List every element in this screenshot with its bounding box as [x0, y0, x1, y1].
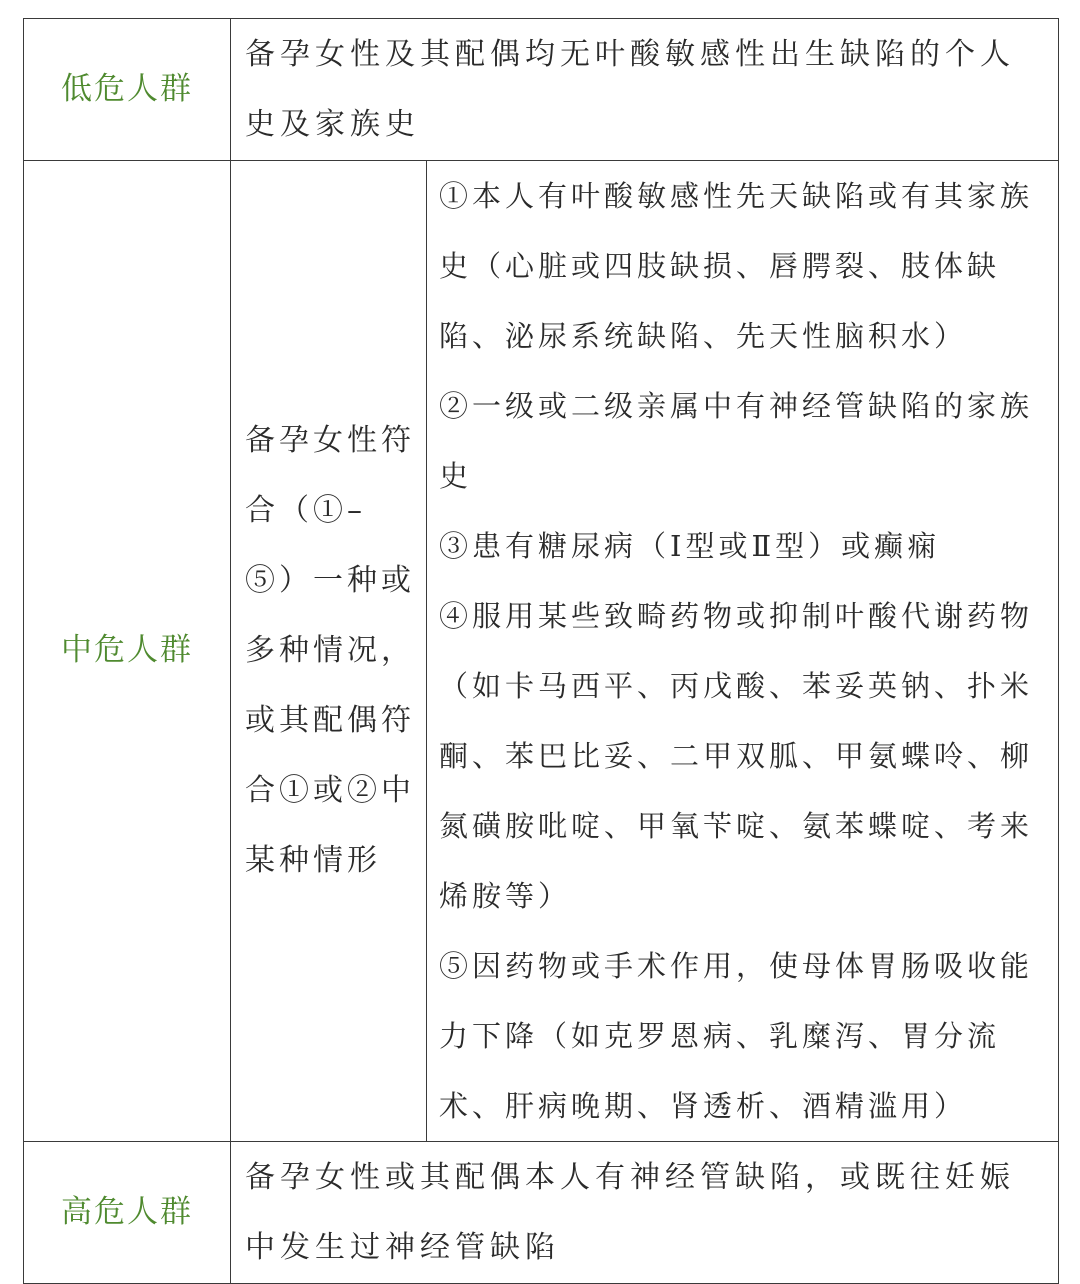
high-risk-group-label: 高危人群	[24, 1142, 231, 1284]
high-risk-description: 备孕女性或其配偶本人有神经管缺陷，或既往妊娠中发生过神经管缺陷	[231, 1142, 1059, 1284]
mid-risk-group-label: 中危人群	[24, 161, 231, 1142]
folic-acid-risk-table	[23, 18, 1059, 1284]
low-risk-group-label: 低危人群	[24, 19, 231, 161]
low-risk-description: 备孕女性及其配偶均无叶酸敏感性出生缺陷的个人史及家族史	[231, 19, 1059, 161]
mid-risk-condition-5: ⑤因药物或手术作用，使母体胃肠吸收能力下降（如克罗恩病、乳糜泻、胃分流术、肝病晚期、肾透析、酒精滥用）	[439, 949, 1034, 1123]
mid-risk-summary: 备孕女性符合（①–⑤）一种或多种情况，或其配偶符合①或②中某种情形	[231, 161, 427, 1142]
mid-risk-conditions	[427, 161, 1059, 1142]
low-risk-row	[24, 19, 1059, 161]
mid-risk-condition-2: ②一级或二级亲属中有神经管缺陷的家族史	[439, 389, 1034, 493]
mid-risk-condition-4: ④服用某些致畸药物或抑制叶酸代谢药物（如卡马西平、丙戊酸、苯妥英钠、扑米酮、苯巴比妥、二甲双胍、甲氨蝶呤、柳氮磺胺吡啶、甲氧苄啶、氨苯蝶啶、考来烯胺等）	[439, 599, 1034, 913]
mid-risk-condition-3: ③患有糖尿病（Ⅰ型或Ⅱ型）或癫痫	[439, 529, 941, 563]
mid-risk-condition-1: ①本人有叶酸敏感性先天缺陷或有其家族史（心脏或四肢缺损、唇腭裂、肢体缺陷、泌尿系统缺陷、先天性脑积水）	[439, 179, 1034, 353]
high-risk-row	[24, 1142, 1059, 1284]
mid-risk-row	[24, 161, 1059, 1142]
